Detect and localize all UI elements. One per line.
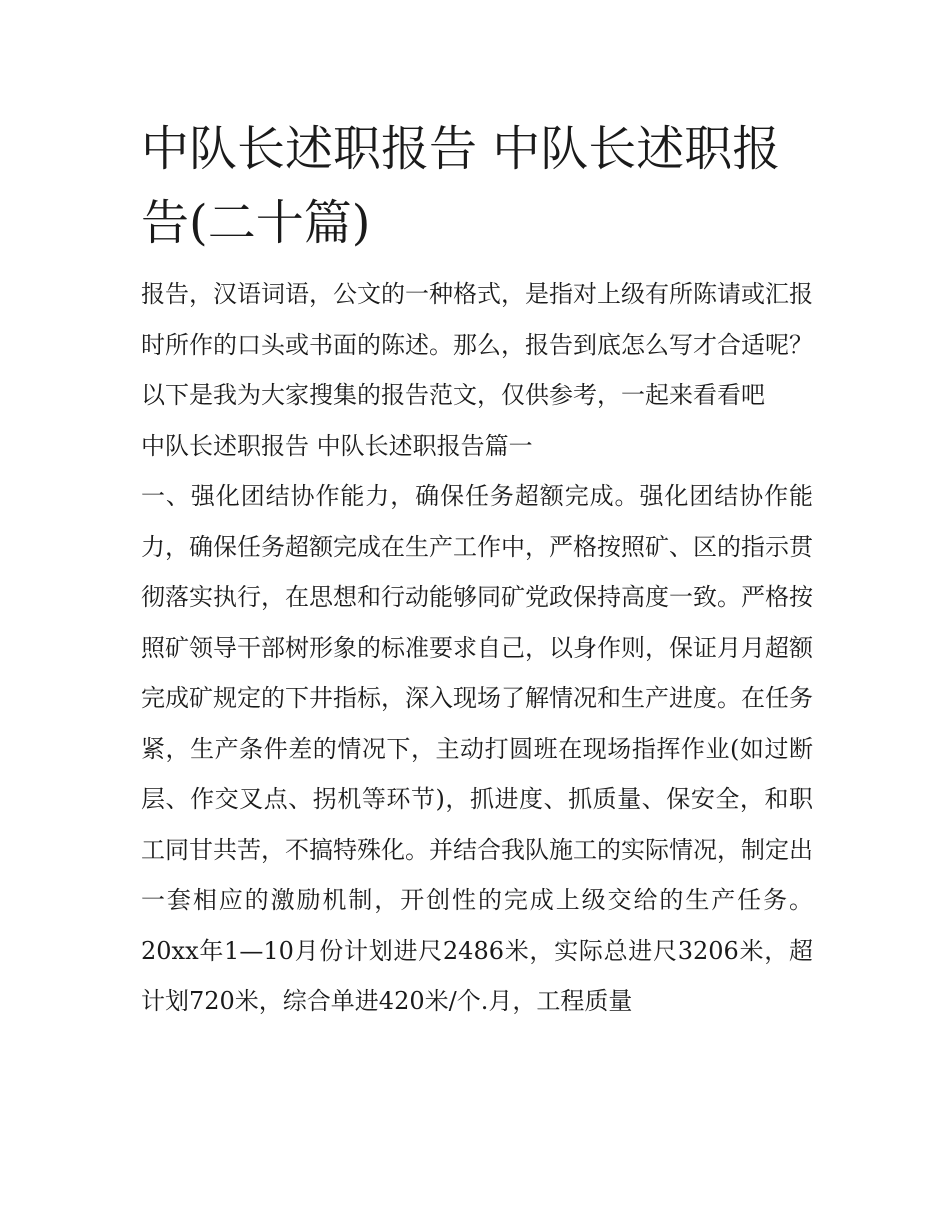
intro-paragraph: 报告，汉语词语，公文的一种格式，是指对上级有所陈请或汇报时所作的口头或书面的陈述。那么，报告到底怎么写才合适呢？以下是我为大家搜集的报告范文，仅供参考，一起来看看吧: [141, 280, 813, 409]
section-heading: 中队长述职报告 中队长述职报告篇一: [141, 431, 533, 460]
body-paragraph: 一、强化团结协作能力，确保任务超额完成。强化团结协作能力，确保任务超额完成在生产工作中，严格按照矿、区的指示贯彻落实执行，在思想和行动能够同矿党政保持高度一致。严格按照矿领导干部树形象的标准要求自己，以身作则，保证月月超额完成矿规定的下井指标，深入现场了解情况和生产进度。在任务紧，生产条件差的情况下，主动打圆班在现场指挥作业(如过断层、作交叉点、拐机等环节)，抓进度、抓质量、保安全，和职工同甘共苦，不搞特殊化。并结合我队施工的实际情况，制定出一套相应的激励机制，开创性的完成上级交给的生产任务。20xx年1—10月份计划进尺2486米，实际总进尺3206米，超计划720米，综合单进420米/个.月，工程质量: [141, 482, 813, 1015]
document-content: [141, 112, 813, 1027]
document-title: 中队长述职报告 中队长述职报告(二十篇): [141, 121, 781, 251]
